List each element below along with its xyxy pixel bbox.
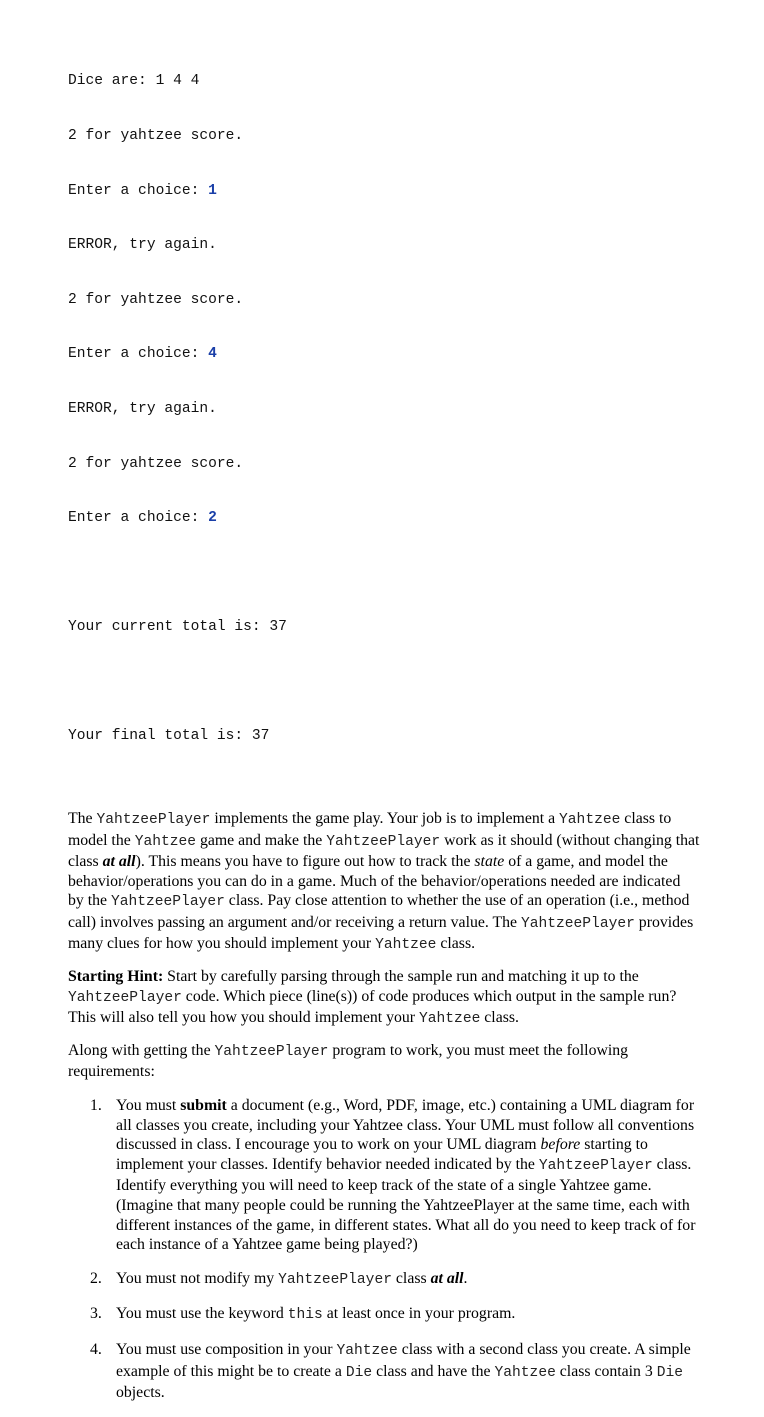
user-input: 4 — [208, 346, 217, 363]
list-item: 3. You must use the keyword this at least once in your program. — [90, 1305, 516, 1324]
user-input: 2 — [208, 510, 217, 527]
console-line: 2 for yahtzee score. — [68, 128, 244, 145]
console-line: Enter a choice: 4 — [68, 346, 217, 363]
list-item: 2. You must not modify my YahtzeePlayer class at all. — [90, 1269, 468, 1288]
starting-hint-label: Starting Hint: — [68, 968, 164, 986]
console-line: Enter a choice: 1 — [68, 182, 217, 199]
user-input: 1 — [208, 182, 217, 199]
assignment-page — [68, 36, 700, 1417]
starting-hint-paragraph: Starting Hint: Start by carefully parsing through the sample run and matching it up to the YahtzeePlayer code. Which piece (line(s)) of code produces which output in the sample run? This will also tell you how you should implement your Yahtzee class. — [68, 968, 677, 1028]
console-line: ERROR, try again. — [68, 237, 217, 254]
instructions — [68, 809, 700, 1403]
list-item: 1. You must submit a document (e.g., Word, PDF, image, etc.) containing a UML diagram for all classes you create, including your Yahtzee class. Your UML must follow all conventions discussed in class. I encourage you to work on your UML diagram before starting to implement your classes. Identify behavior needed indicated by the YahtzeePlayer class. Identify everything you will need to keep track of the state of a single Yahtzee game. (Imagine that many people could be running the YahtzeePlayer at the same time, each with different instances of the game, in different states. What all do you need to keep track of for each instance of a Yahtzee game being played?) — [90, 1097, 696, 1254]
console-line: Enter a choice: 2 — [68, 510, 217, 527]
intro-paragraph: The YahtzeePlayer implements the game play. Your job is to implement a Yahtzee class to model the Yahtzee game and make the YahtzeePlayer work as it should (without changing that class at all). This means you have to figure out how to track the state of a game, and model the behavior/operations you can do in a game. Much of the behavior/operations needed are indicated by the YahtzeePlayer class. Pay close attention to whether the use of an operation (i.e., method call) involves passing an argument and/or receiving a return value. The YahtzeePlayer provides many clues for how you should implement your Yahtzee class. — [68, 809, 700, 954]
final-total-line: Your final total is: 37 — [68, 728, 270, 745]
console-line: 2 for yahtzee score. — [68, 455, 244, 472]
current-total-line: Your current total is: 37 — [68, 619, 287, 636]
console-line: ERROR, try again. — [68, 401, 217, 418]
sample-run-output — [68, 36, 700, 782]
console-line: Dice are: 1 4 4 — [68, 73, 200, 90]
list-item: 4. You must use composition in your Yahtzee class with a second class you create. A simple example of this might be to create a Die class and have the Yahtzee class contain 3 Die objects. — [90, 1340, 691, 1402]
requirements-list — [68, 1096, 700, 1403]
requirements-intro-paragraph: Along with getting the YahtzeePlayer program to work, you must meet the following requirements: — [68, 1041, 629, 1081]
console-line: 2 for yahtzee score. — [68, 291, 244, 308]
